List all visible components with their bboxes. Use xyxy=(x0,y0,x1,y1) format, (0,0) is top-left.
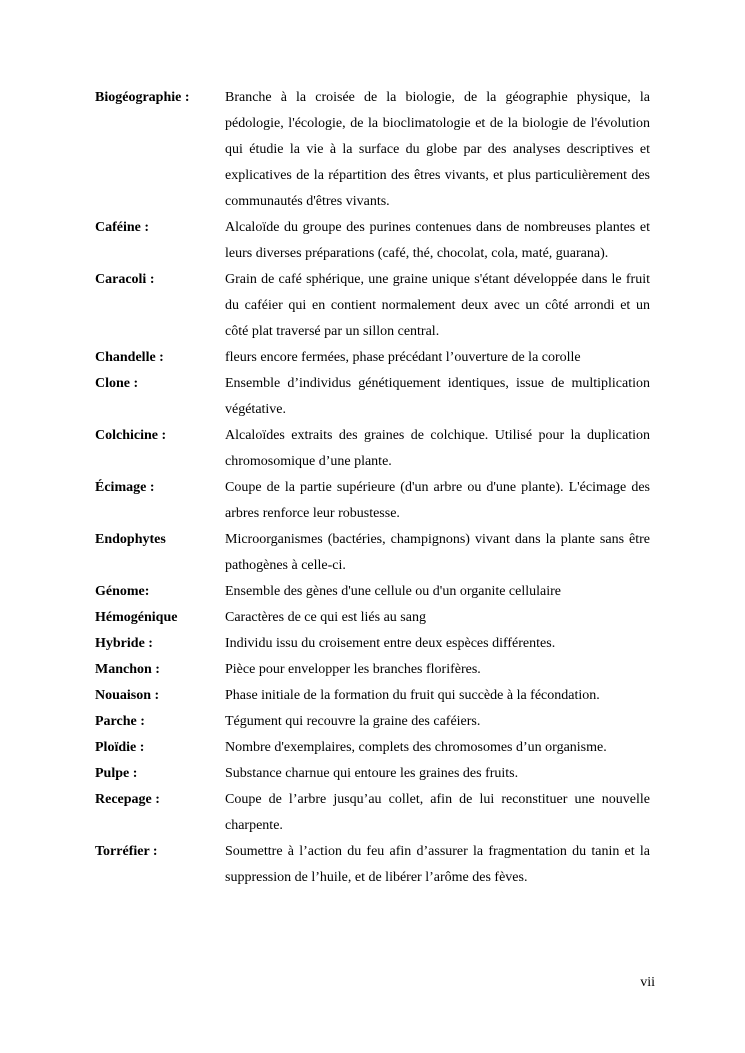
glossary-definition: Substance charnue qui entoure les graines des fruits. xyxy=(225,766,519,781)
glossary-definition: Grain de café sphérique, une graine unique s'étant développée dans le fruit du caféier qui en contient normalement deux avec un côté arrondi et un côté plat traversé par un sillon central. xyxy=(225,272,650,339)
glossary-entry-chandelle xyxy=(95,345,650,371)
glossary-term: Pulpe : xyxy=(95,766,138,781)
glossary-term: Biogéographie : xyxy=(95,90,190,105)
glossary-definition: Nombre d'exemplaires, complets des chromosomes d’un organisme. xyxy=(225,740,607,755)
glossary-term: Torréfier : xyxy=(95,844,158,859)
glossary-list xyxy=(95,85,650,891)
glossary-definition: Caractères de ce qui est liés au sang xyxy=(225,610,426,625)
glossary-term: Ploïdie : xyxy=(95,740,145,755)
glossary-term: Nouaison : xyxy=(95,688,160,703)
glossary-definition: fleurs encore fermées, phase précédant l’ouverture de la corolle xyxy=(225,350,581,365)
glossary-definition: Soumettre à l’action du feu afin d’assurer la fragmentation du tanin et la suppression de l’huile, et de libérer l’arôme des fèves. xyxy=(225,844,650,885)
glossary-entry-hemogenique xyxy=(95,605,650,631)
glossary-entry-nouaison xyxy=(95,683,650,709)
glossary-term: Caféine : xyxy=(95,220,150,235)
glossary-term: Caracoli : xyxy=(95,272,155,287)
glossary-term: Parche : xyxy=(95,714,145,729)
glossary-term: Endophytes xyxy=(95,532,166,547)
glossary-term: Recepage : xyxy=(95,792,160,807)
glossary-entry-recepage xyxy=(95,787,650,839)
glossary-definition: Phase initiale de la formation du fruit qui succède à la fécondation. xyxy=(225,688,600,703)
glossary-entry-colchicine xyxy=(95,423,650,475)
glossary-term: Clone : xyxy=(95,376,139,391)
glossary-entry-hybride xyxy=(95,631,650,657)
glossary-definition: Individu issu du croisement entre deux espèces différentes. xyxy=(225,636,556,651)
glossary-definition: Alcaloïdes extraits des graines de colchique. Utilisé pour la duplication chromosomique d’une plante. xyxy=(225,428,650,469)
glossary-entry-biogeographie xyxy=(95,85,650,215)
glossary-definition: Ensemble d’individus génétiquement identiques, issue de multiplication végétative. xyxy=(225,376,650,417)
glossary-term: Génome: xyxy=(95,584,150,599)
glossary-entry-manchon xyxy=(95,657,650,683)
glossary-term: Chandelle : xyxy=(95,350,164,365)
glossary-entry-torrefier xyxy=(95,839,650,891)
glossary-term: Hybride : xyxy=(95,636,153,651)
glossary-entry-genome xyxy=(95,579,650,605)
glossary-term: Manchon : xyxy=(95,662,160,677)
glossary-definition: Alcaloïde du groupe des purines contenues dans de nombreuses plantes et leurs diverses préparations (café, thé, chocolat, cola, maté, guarana). xyxy=(225,220,650,261)
glossary-entry-ploidie xyxy=(95,735,650,761)
glossary-definition: Microorganismes (bactéries, champignons) vivant dans la plante sans être pathogènes à celle-ci. xyxy=(225,532,650,573)
glossary-entry-ecimage xyxy=(95,475,650,527)
glossary-term: Hémogénique xyxy=(95,610,178,625)
glossary-definition: Tégument qui recouvre la graine des caféiers. xyxy=(225,714,481,729)
glossary-entry-clone xyxy=(95,371,650,423)
glossary-term: Colchicine : xyxy=(95,428,167,443)
glossary-entry-pulpe xyxy=(95,761,650,787)
glossary-entry-cafeine xyxy=(95,215,650,267)
glossary-definition: Coupe de l’arbre jusqu’au collet, afin de lui reconstituer une nouvelle charpente. xyxy=(225,792,650,833)
glossary-entry-endophytes xyxy=(95,527,650,579)
glossary-definition: Ensemble des gènes d'une cellule ou d'un organite cellulaire xyxy=(225,584,562,599)
page-number: vii xyxy=(640,975,655,990)
glossary-entry-caracoli xyxy=(95,267,650,345)
glossary-entry-parche xyxy=(95,709,650,735)
glossary-definition: Pièce pour envelopper les branches florifères. xyxy=(225,662,481,677)
glossary-definition: Branche à la croisée de la biologie, de la géographie physique, la pédologie, l'écologie, de la bioclimatologie et de la biologie de l'évolution qui étudie la vie à la surface du globe par des analyses descriptives et explicatives de la répartition des êtres vivants, et plus particulièrement des communautés d'êtres vivants. xyxy=(225,90,650,209)
glossary-term: Écimage : xyxy=(95,480,155,495)
glossary-definition: Coupe de la partie supérieure (d'un arbre ou d'une plante). L'écimage des arbres renforce leur robustesse. xyxy=(225,480,650,521)
